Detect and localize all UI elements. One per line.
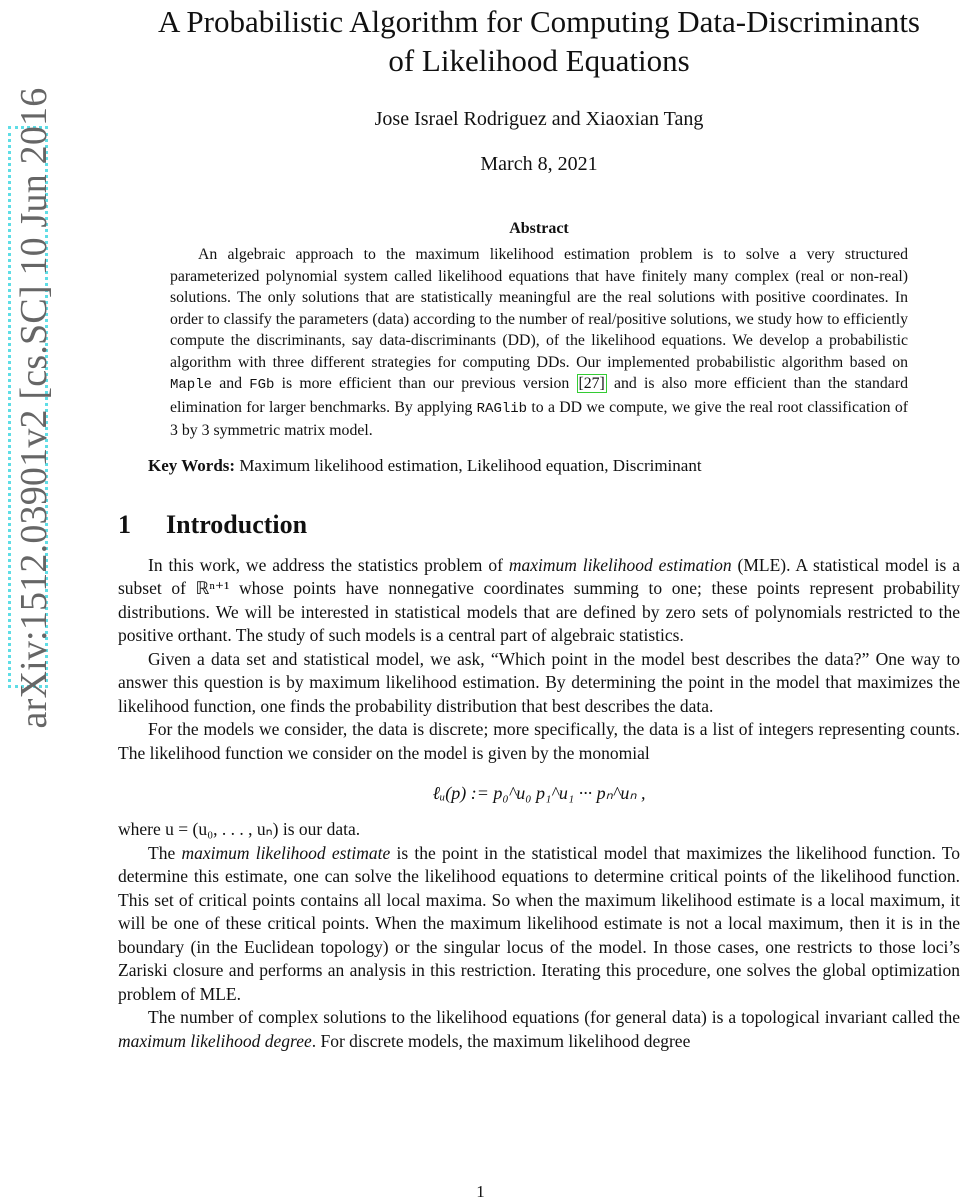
paragraph-5 <box>118 842 960 1007</box>
paragraph-2: Given a data set and statistical model, we ask, “Which point in the model best describes the data?” One way to answer this question is by maximum likelihood estimation. By determining the point in the model that maximizes the likelihood function, one finds the probability distribution that best describes the data. <box>118 648 960 716</box>
abstract-body <box>170 244 908 442</box>
paragraph-3: For the models we consider, the data is discrete; more specifically, the data is a list of integers representing counts. The likelihood function we consider on the model is given by the monomial <box>118 719 960 763</box>
keywords-label: Key Words: <box>148 455 236 475</box>
abstract-text-4: to a DD we compute, we give the real root classification of 3 by 3 symmetric matrix model. <box>170 398 908 439</box>
paper-title <box>118 2 960 80</box>
likelihood-equation: ℓᵤ(p) := p₀^u₀ p₁^u₁ ··· pₙ^uₙ , <box>432 783 646 803</box>
p5-text-b: is the point in the statistical model that maximizes the likelihood function. To determine this estimate, one can solve the likelihood equations to determine critical points of the likelihood function. This set of critical points contains all local maxima. So when the maximum likelihood estimate is a local maximum, it will be one of these critical points. When the maximum likelihood estimate is not a local maximum, then it is in the boundary (in the Euclidean topology) or the singular locus of the model. In those cases, one restricts to those loci’s Zariski closure and performs an analysis in this restriction. Iterating this procedure, one solves the global optimization problem of MLE. <box>118 842 960 1004</box>
authors: Jose Israel Rodriguez and Xiaoxian Tang <box>374 108 704 130</box>
p6-emphasis: maximum likelihood degree <box>118 1030 312 1051</box>
date: March 8, 2021 <box>480 153 598 175</box>
p6-text-a: The number of complex solutions to the likelihood equations (for general data) is a topological invariant called the <box>148 1007 960 1027</box>
title-line-2: of Likelihood Equations <box>388 43 690 78</box>
p1-text-b: (MLE). A statistical model is a subset of ℝⁿ⁺¹ whose points have nonnegative coordinates summing to one; these points represent probability distributions. We will be interested in statistical models that are defined by zero sets of polynomials restricted to the positive orthant. The study of such models is a central part of algebraic statistics. <box>118 554 960 645</box>
p1-emphasis: maximum likelihood estimation <box>508 554 732 575</box>
abstract-text-3: and is also more efficient than the standard elimination for larger benchmarks. By applying <box>170 375 908 416</box>
keywords-text: Maximum likelihood estimation, Likelihood equation, Discriminant <box>235 455 702 475</box>
p5-emphasis: maximum likelihood estimate <box>181 842 391 863</box>
maple-code: Maple <box>170 377 213 393</box>
paragraph-4: where u = (u₀, . . . , uₙ) is our data. <box>118 819 361 839</box>
abstract-and: and <box>212 375 250 392</box>
p1-text-a: In this work, we address the statistics problem of <box>148 554 509 575</box>
p5-text-a: The <box>148 842 182 863</box>
fgb-code: FGb <box>249 377 275 393</box>
abstract-text-1: An algebraic approach to the maximum likelihood estimation problem is to solve a very structured parameterized polynomial system called likelihood equations that have finitely many complex (real or non-real) solutions. The only solutions that are statistically meaningful are the real solutions with positive coordinates. In order to classify the parameters (data) according to the number of real/positive solutions, we study how to efficiently compute the discriminants, say data-discriminants (DD), of the likelihood equations. We develop a probabilistic algorithm with three different strategies for computing DDs. Our implemented probabilistic algorithm based on <box>170 246 908 371</box>
paragraph-6 <box>118 1006 960 1053</box>
citation-link[interactable]: [27] <box>578 375 605 392</box>
title-line-1: A Probabilistic Algorithm for Computing Data-Discriminants <box>157 4 920 39</box>
page-number: 1 <box>476 1182 485 1201</box>
section-title: Introduction <box>166 509 308 539</box>
abstract-heading: Abstract <box>509 220 569 237</box>
abstract-text-2: is more efficient than our previous version <box>274 375 577 392</box>
keywords <box>148 456 960 476</box>
arxiv-stamp: arXiv:1512.03901v2 [cs.SC] 10 Jun 2016 <box>13 87 55 729</box>
raglib-code: RAGlib <box>476 400 528 417</box>
section-number: 1 <box>118 509 131 539</box>
paper-page <box>118 0 960 1053</box>
p6-text-b: . For discrete models, the maximum likelihood degree <box>311 1030 691 1051</box>
section-heading <box>118 510 960 540</box>
paragraph-1 <box>118 554 960 648</box>
section-body <box>118 554 960 1054</box>
